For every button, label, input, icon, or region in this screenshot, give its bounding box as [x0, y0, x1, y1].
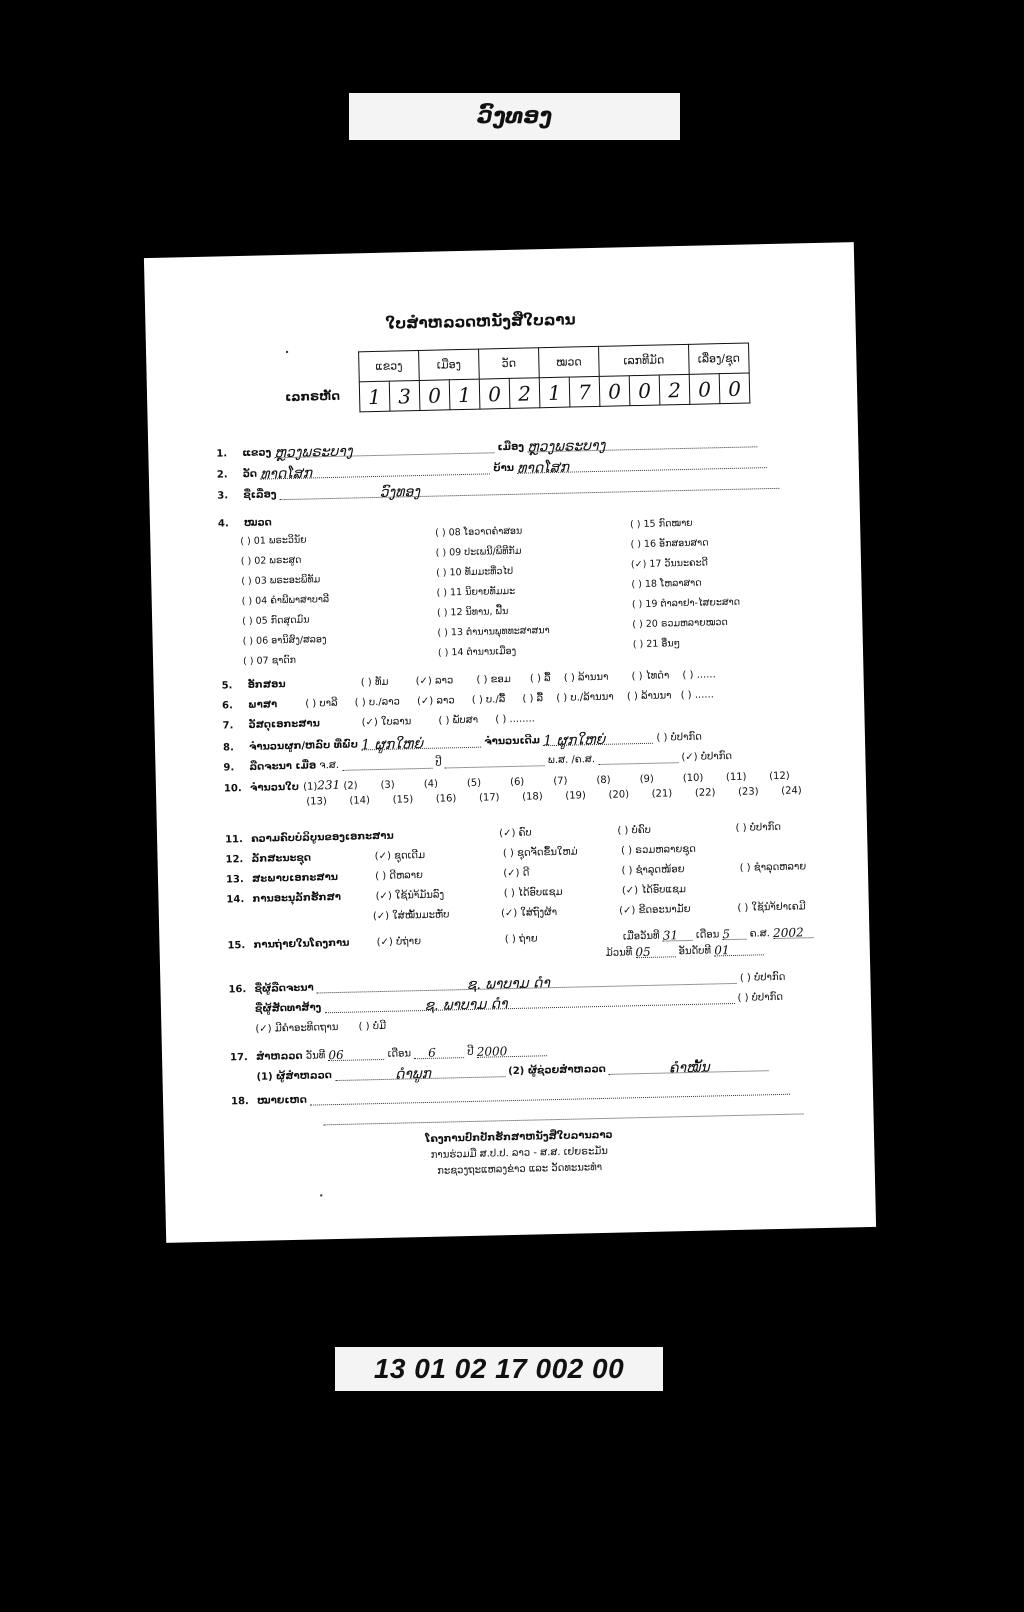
row-photo-roll: [606, 942, 765, 959]
leaf-number: (1): [303, 781, 318, 793]
row-language: 6. ພາສາ ( ) ບາລີ ( ) ບ./ລາວ (✓) ລາວ ( ) ບ./ລື້ ( ) ລື້ ( ) ບ./ລ້ານນາ ( ) ລ້ານນາ ( ) ......: [221, 689, 715, 712]
conservation-option-selected[interactable]: (✓) ໄດ້ອົບແຊມ: [621, 884, 687, 897]
code-digit: 0: [419, 380, 450, 411]
code-digit: 3: [389, 380, 420, 411]
prayer-option-selected[interactable]: (✓) ມີຄຳອະທິດຖານ: [255, 1021, 339, 1035]
material-option[interactable]: ( ) ........: [495, 713, 536, 726]
leaf-number: (15): [392, 794, 414, 806]
condition-option[interactable]: ( ) ຊຳລຸດໜ້ອຍ: [621, 864, 685, 877]
language-label: ພາສາ: [247, 699, 278, 711]
language-option[interactable]: ( ) ລ້ານນາ: [626, 690, 672, 703]
title-label: ຊື່ເລື່ອງ: [243, 489, 277, 501]
category-option[interactable]: ( ) 15 ກົດໝາຍ: [629, 517, 693, 531]
district-label: ເມືອງ: [497, 441, 525, 454]
assistant-label: (2) ຜູ້ຊ່ວຍສຳຫລວດ: [508, 1063, 606, 1078]
photo-frame: 01: [714, 943, 730, 958]
language-option[interactable]: ( ) ບ./ລື້: [471, 694, 506, 706]
category-option[interactable]: ( ) 09 ປະເພນີ/ພິທີກັມ: [435, 545, 522, 559]
district-value: ຫຼວງພຣະບາງ: [527, 437, 606, 456]
script-option-selected[interactable]: (✓) ລາວ: [415, 675, 454, 688]
scribe-value: ຊ. ພາບາມ ດຳ: [466, 975, 551, 994]
row-set-type: 12. ລັກສະນະຊຸດ (✓) ຊຸດເດີມ ( ) ຊຸດຈັດຂຶ້ນໃຫມ່ ( ) ຣວມຫລາຍຊຸດ: [225, 843, 696, 866]
paper-speck: [320, 1194, 322, 1196]
row-sponsor: [255, 990, 783, 1015]
inscribed-cs-label: ຈ.ສ.: [319, 759, 340, 772]
set-type-option[interactable]: ( ) ຊຸດຈັດຂຶ້ນໃຫມ່: [502, 846, 578, 860]
bundle-count-label: ຈຳນວນຜູກ/ຫລົບ ທີ່ພົບ: [248, 739, 359, 753]
row-prayer: [255, 1021, 386, 1035]
footer-ministry: ກະຊວງຖະແຫລງຂ່າວ ແລະ ວັດທະນະທຳ: [437, 1162, 603, 1177]
survey-label: ສຳຫລວດ: [255, 1050, 303, 1063]
bottom-code-label: [335, 1347, 663, 1391]
survey-month: 6: [428, 1045, 436, 1060]
photo-roll-label: ມ້ວນທີ: [605, 947, 633, 959]
code-digit: 2: [659, 374, 690, 405]
material-option[interactable]: ( ) ພັບສາ: [438, 714, 479, 727]
paper-speck: [286, 351, 288, 353]
photo-year: 2002: [772, 925, 804, 941]
inscribed-bs-label: ພ.ສ. /ຄ.ສ.: [547, 754, 596, 767]
survey-month-label: ເດືອນ: [387, 1048, 412, 1060]
category-option[interactable]: ( ) 11 ນິຍາຍທັມມະ: [436, 585, 516, 599]
form-title: ໃບສຳຫລວດຫນັງສືໃບລານ: [385, 310, 576, 333]
conservation-option-selected[interactable]: (✓) ຂີດອະນາມັຍ: [619, 903, 691, 917]
set-type-option[interactable]: ( ) ຣວມຫລາຍຊຸດ: [620, 843, 696, 857]
language-option[interactable]: ( ) ບ./ລາວ: [354, 696, 401, 709]
row-survey-date: 17. ສຳຫລວດ ວັນທີ 06 ເດືອນ 6 ປີ 2000: [230, 1043, 547, 1063]
original-count-value: 1 ຜູກໃຫຍ່: [543, 731, 606, 750]
photo-month: 5: [722, 927, 731, 942]
leaf-number: (4): [423, 778, 439, 790]
script-option[interactable]: ( ) ຂອມ: [476, 673, 511, 686]
row-remarks: 18. ໝາຍເຫດ: [231, 1082, 790, 1108]
script-label: ອັກສອນ: [247, 679, 286, 691]
condition-option-selected[interactable]: (✓) ດີ: [503, 867, 530, 880]
top-title-label: [349, 93, 680, 140]
footer-project: ໂຄງການປົກປັກຮັກສາຫນັງສືໃບລານລາວ: [425, 1129, 613, 1146]
leaf-number: (3): [380, 779, 395, 791]
village-value: ທາດໂສກ: [517, 459, 570, 477]
leaf-count-label: ຈຳນວນໃບ: [249, 781, 300, 794]
category-option[interactable]: ( ) 13 ຕຳນານພຸທທະສາສນາ: [437, 625, 550, 639]
assistant-value: ຄຳໝັ້ນ: [668, 1059, 710, 1077]
conservation-option-selected[interactable]: (✓) ໃສ່ໝັ້ນມະຫັບ: [372, 909, 450, 923]
row-province: 1. ແຂວງ ຫຼວງພຣະບາງ ເມືອງ ຫຼວງພຣະບາງ: [216, 434, 757, 459]
category-option[interactable]: ( ) 10 ທັມມະທີ່ວໄປ: [436, 565, 514, 579]
code-digit: 7: [569, 376, 600, 407]
photo-frame-label: ອັນດັບທີ: [678, 945, 712, 958]
leaf-number: (9): [639, 773, 654, 786]
bottom-code-text: 13 01 02 17 002 00: [373, 1353, 625, 1384]
row-remarks-line: [323, 1101, 803, 1125]
surveyor-label: (1) ຜູ້ສຳຫລວດ: [256, 1070, 332, 1083]
script-option[interactable]: ( ) ລ້ານນາ: [563, 671, 609, 684]
condition-label: ສະພາບເອກະສານ: [251, 871, 339, 885]
inscribed-year-label: ປີ: [435, 757, 442, 769]
condition-option[interactable]: ( ) ຊຳລຸດຫລາຍ: [739, 861, 807, 874]
code-header-category: ໝວດ: [539, 346, 600, 377]
completeness-option[interactable]: ( ) ບໍ່ຄົບ: [617, 824, 652, 837]
wat-value: ທາດໂສກ: [260, 465, 313, 483]
completeness-option[interactable]: ( ) ບໍ່ປາກົດ: [735, 821, 782, 834]
completeness-option-selected[interactable]: (✓) ຄົບ: [499, 827, 532, 840]
code-header-story: ເລື່ອງ/ຊຸດ: [689, 343, 750, 374]
code-digit: 1: [359, 381, 390, 412]
leaf-number: (21): [651, 788, 673, 800]
bundle-count-value: 1 ຜູກໃຫຍ່: [360, 735, 424, 754]
category-option[interactable]: ( ) 16 ອັກສອນສາດ: [630, 537, 709, 551]
leaf-number: (12): [769, 770, 790, 783]
category-option[interactable]: ( ) 03 ພຣະອະພິທັມ: [241, 574, 321, 588]
script-option[interactable]: ( ) ລື້: [529, 673, 551, 685]
material-option-selected[interactable]: (✓) ໃບລານ: [361, 716, 412, 729]
survey-year: 2000: [476, 1044, 508, 1059]
row-photography: 15. ການຖ່າຍໃນໂຄງການ (✓) ບໍ່ຖ່າຍ ( ) ຖ່າຍ ເມື່ອວັນທີ 31 ເດືອນ 5 ຄ.ສ. 2002: [227, 925, 813, 951]
code-digit: 0: [479, 378, 510, 409]
category-option-selected[interactable]: (✓) 17 ວັນນະຄະດີ: [630, 557, 709, 571]
top-title-text: ວົງທອງ: [477, 104, 552, 129]
code-header-wat: ວັດ: [479, 348, 540, 379]
survey-year-label: ປີ: [467, 1046, 474, 1059]
footer-cooperation: ການຮ່ວມມື ສ.ປ.ປ. ລາວ - ສ.ສ. ເຢຍຣະມັນ: [430, 1145, 609, 1161]
scribe-unknown[interactable]: ( ) ບໍ່ປາກົດ: [739, 971, 786, 984]
title-value: ວົງທອງ: [379, 483, 421, 501]
code-header-bundle: ເລກທີມັດ: [599, 344, 690, 376]
leaf-number: (24): [781, 785, 802, 797]
code-digit: 0: [629, 375, 660, 406]
code-digit: 0: [719, 373, 750, 404]
script-option[interactable]: ( ) ......: [682, 669, 716, 682]
code-table: [358, 342, 750, 412]
province-value: ຫຼວງພຣະບາງ: [274, 443, 353, 462]
leaf-number: (5): [466, 777, 482, 789]
code-label: ເລກຣຫັດ: [284, 388, 341, 405]
category-option[interactable]: ( ) 08 ໂອວາດຄຳສອນ: [435, 525, 523, 539]
leaf-number: (17): [478, 792, 500, 804]
code-digit: 1: [539, 377, 570, 408]
original-count-unknown[interactable]: ( ) ບໍ່ປາກົດ: [656, 731, 703, 744]
row-conservation: 14. ການອະນຸລັກຮັກສາ (✓) ໃຊ້ນຳ້ມັນລົງ ( ) ໄດ້ອົບແຊມ (✓) ໄດ້ອົບແຊມ: [226, 884, 687, 906]
set-type-label: ລັກສະນະຊຸດ: [251, 852, 312, 865]
inscribed-unknown[interactable]: (✓) ບໍ່ປາກົດ: [681, 750, 733, 764]
village-label: ບ້ານ: [493, 462, 515, 475]
category-option[interactable]: ( ) 20 ຣວມຫລາຍໝວດ: [632, 617, 728, 631]
row-completeness: 11. ຄວາມຄົບບໍລິບູນຂອງເອກະສານ (✓) ຄົບ ( ) ບໍ່ຄົບ ( ) ບໍ່ປາກົດ: [225, 821, 782, 846]
script-option[interactable]: ( ) ທັມ: [360, 676, 389, 689]
code-header-province: ແຂວງ: [359, 350, 420, 381]
province-label: ແຂວງ: [242, 447, 272, 459]
sponsor-label: ຊື່ຜູ້ສັດທາສ້າງ: [254, 1002, 322, 1015]
category-label: ໝວດ: [243, 517, 272, 529]
category-option[interactable]: ( ) 12 ນິທານ, ຟື້ນ: [436, 606, 509, 619]
category-option[interactable]: ( ) 14 ຕຳນານເມືອງ: [437, 645, 517, 659]
survey-form-sheet: [144, 242, 876, 1243]
conservation-option[interactable]: ( ) ໄດ້ອົບແຊມ: [503, 886, 563, 900]
photo-day: 31: [662, 928, 679, 943]
row-bundle-count: 8. ຈຳນວນຜູກ/ຫລົບ ທີ່ພົບ 1 ຜູກໃຫຍ່ ຈຳນວນເດີມ 1 ຜູກໃຫຍ່ ( ) ບໍ່ປາກົດ: [222, 731, 703, 754]
leaf-number: (7): [553, 775, 568, 788]
leaf-number: (10): [682, 772, 704, 785]
conservation-option[interactable]: ( ) ໃຊ້ນຳ້ຢາເຄມີ: [737, 901, 806, 914]
photo-date-label: ເມື່ອວັນທີ: [622, 930, 660, 943]
photo-roll: 05: [635, 944, 651, 960]
conservation-label: ການອະນຸລັກຮັກສາ: [252, 891, 342, 905]
category-option[interactable]: ( ) 21 ອື່ນໆ: [632, 638, 681, 651]
photo-month-label: ເດືອນ: [695, 929, 720, 941]
row-scribe: 16. ຊື່ຜູ້ລືດຈະນາ ຊ. ພາບາມ ດຳ ( ) ບໍ່ປາກົດ: [228, 971, 786, 996]
row-condition: 13. ສະພາບເອກະສານ ( ) ດີຫລາຍ (✓) ດີ ( ) ຊຳລຸດໜ້ອຍ ( ) ຊຳລຸດຫລາຍ: [225, 861, 807, 886]
code-digit: 0: [599, 376, 630, 407]
leaf-number: (14): [349, 795, 371, 807]
remarks-label: ໝາຍເຫດ: [256, 1094, 308, 1107]
language-option-selected[interactable]: (✓) ລາວ: [416, 695, 455, 708]
prayer-option[interactable]: ( ) ບໍ່ມີ: [358, 1020, 387, 1033]
category-option[interactable]: ( ) 02 ພຣະສູດ: [240, 554, 302, 568]
row-material: 7. ວັສດຸ​ເອກະສານ (✓) ໃບລານ ( ) ພັບສາ ( ) ........: [222, 713, 536, 732]
leaf-number: (2): [343, 780, 358, 792]
row-title: 3. ຊື່ເລື່ອງ ວົງທອງ: [217, 476, 780, 502]
category-option[interactable]: ( ) 05 ກົດສຸດມົນ: [242, 614, 310, 628]
completeness-label: ຄວາມຄົບບໍລິບູນຂອງເອກະສານ: [251, 830, 394, 845]
category-option[interactable]: ( ) 01 ພຣະວິນັຍ: [240, 534, 307, 548]
row-script: 5. ອັກສອນ ( ) ທັມ (✓) ລາວ ( ) ຂອມ ( ) ລື້ ( ) ລ້ານນາ ( ) ໄທດຳ ( ) ......: [221, 669, 716, 692]
conservation-option-selected[interactable]: (✓) ໃສ່ຖົງຜ້າ: [500, 906, 558, 920]
photography-option-selected[interactable]: (✓) ບໍ່ຖ່າຍ: [376, 936, 422, 949]
leaf-number: (13): [306, 796, 327, 808]
language-option[interactable]: ( ) ລື້: [522, 693, 544, 705]
row-conservation-2: [373, 901, 806, 922]
leaf-number: (22): [694, 787, 716, 799]
row-wat: 2. ວັດ ທາດໂສກ ບ້ານ ທາດໂສກ: [217, 455, 768, 480]
category-option[interactable]: ( ) 07 ຊາດົກ: [242, 654, 297, 668]
code-digit: 1: [449, 379, 480, 410]
row-category: 4. ໝວດ: [217, 517, 272, 530]
inscribed-label: ລືດຈະນາ ເມື່ອ: [249, 760, 317, 773]
language-option[interactable]: ( ) ......: [680, 689, 715, 702]
photography-label: ການຖ່າຍໃນໂຄງການ: [253, 937, 350, 951]
survey-day-label: ວັນທີ: [305, 1050, 326, 1062]
row-leaf-count: 10. ຈຳນວນໃບ (1)231 (2) (3) (4) (5) (6) (7) (8) (9) (10) (11) (12): [223, 770, 790, 795]
wat-label: ວັດ: [242, 468, 258, 480]
category-option[interactable]: ( ) 18 ໂຫລາສາດ: [631, 577, 702, 591]
photo-year-label: ຄ.ສ.: [749, 928, 771, 940]
condition-option[interactable]: ( ) ດີຫລາຍ: [375, 870, 424, 883]
language-option[interactable]: ( ) ບ./ລ້ານນາ: [556, 691, 614, 704]
code-digit: 2: [509, 378, 540, 409]
photography-option[interactable]: ( ) ຖ່າຍ: [504, 933, 538, 946]
sponsor-value: ຊ. ພາບາມ ດຳ: [424, 996, 508, 1015]
leaf-number: (23): [737, 786, 759, 798]
set-type-option-selected[interactable]: (✓) ຊຸດເດີມ: [374, 849, 426, 863]
leaf-number: (8): [596, 774, 611, 787]
survey-day: 06: [328, 1047, 344, 1063]
code-digit: 0: [689, 374, 720, 405]
category-option[interactable]: ( ) 06 ອານິສົງ/ສລອງ: [242, 634, 327, 648]
leaf-number: (18): [522, 791, 543, 803]
category-option[interactable]: ( ) 04 ຄຳພີພາສາບາລີ: [241, 594, 330, 608]
leaf-number: (6): [509, 776, 525, 789]
surveyor-value: ດຳພູກ: [394, 1065, 432, 1083]
category-option[interactable]: ( ) 19 ຕຳລາຢາ-ໄສຍະສາດ: [631, 596, 741, 611]
script-option[interactable]: ( ) ໄທດຳ: [631, 670, 670, 683]
leaf-number: (20): [608, 789, 630, 801]
sponsor-unknown[interactable]: ( ) ບໍ່ປາກົດ: [737, 991, 784, 1004]
leaf-number: (11): [725, 771, 747, 784]
material-label: ວັສດຸ​ເອກະສານ: [248, 718, 320, 731]
language-option[interactable]: ( ) ບາລີ: [305, 697, 338, 710]
leaf-count-value: 231: [317, 777, 341, 793]
leaf-number: (16): [435, 793, 457, 805]
leaf-number: (19): [565, 790, 587, 802]
code-header-district: ເມືອງ: [419, 349, 480, 380]
row-inscribed: 9. ລືດຈະນາ ເມື່ອ ຈ.ສ. ປີ ພ.ສ. /ຄ.ສ. (✓) ບໍ່ປາກົດ: [223, 750, 733, 774]
original-count-label: ຈຳນວນເດີມ: [484, 735, 541, 748]
conservation-option-selected[interactable]: (✓) ໃຊ້ນຳ້ມັນລົງ: [375, 889, 445, 903]
scribe-label: ຊື່ຜູ້ລືດຈະນາ: [254, 982, 314, 995]
